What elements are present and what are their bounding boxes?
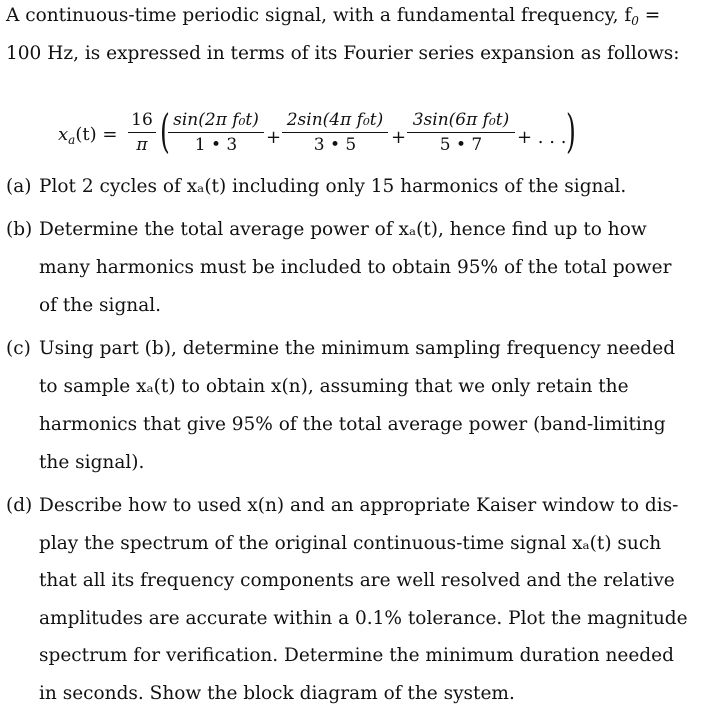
right-parenthesis: ) <box>566 104 576 158</box>
equation-lhs-symbol: x <box>58 124 69 145</box>
item-d-line-6: in seconds. Show the block diagram of the system. <box>39 682 515 704</box>
term-2-denominator: 3 • 5 <box>313 135 357 155</box>
plus-sign-1: + <box>266 127 282 148</box>
coefficient-denominator: π <box>136 135 148 155</box>
intro-line-1 <box>6 4 660 33</box>
intro-line-1-text: A continuous-time periodic signal, with a fundamental frequency, f <box>6 5 632 26</box>
item-b-line-3: of the signal. <box>39 295 162 316</box>
item-c-line-3: harmonics that give 95% of the total average power (band-limiting <box>39 414 666 435</box>
plus-sign-2: + <box>391 127 407 148</box>
item-b-label: (b) <box>6 219 33 240</box>
term-3 <box>407 110 515 155</box>
fourier-series-equation <box>0 100 720 170</box>
term-2 <box>282 110 388 155</box>
equation-coefficient <box>128 110 156 155</box>
intro-line-2-text: 100 Hz, is expressed in terms of its Fourier series expansion as follows: <box>6 43 680 64</box>
item-d-line-2: play the spectrum of the original continuous-time signal xₐ(t) such <box>39 532 662 554</box>
item-d-label: (d) <box>6 495 33 516</box>
term-3-numerator: 3sin(6π f₀t) <box>412 110 510 130</box>
left-parenthesis: ( <box>160 104 170 158</box>
item-b-line-1: Determine the total average power of xₐ(t), hence find up to how <box>39 219 647 240</box>
item-c-line-4: the signal). <box>39 452 145 473</box>
intro-f0-subscript: 0 <box>631 14 639 28</box>
term-1-numerator: sin(2π f₀t) <box>173 110 259 130</box>
item-b-line-2: many harmonics must be included to obtain 95% of the total power <box>39 257 672 278</box>
term-1-denominator: 1 • 3 <box>194 135 238 155</box>
item-c-line-2: to sample xₐ(t) to obtain x(n), assuming that we only retain the <box>39 376 629 397</box>
item-d-line-1: Describe how to used x(n) and an appropriate Kaiser window to dis- <box>39 495 679 516</box>
equation-lhs-subscript: a <box>68 133 76 147</box>
item-a-text <box>39 175 639 199</box>
term-1 <box>168 110 264 155</box>
item-d-line-4: amplitudes are accurate within a 0.1% tolerance. Plot the magnitude <box>39 607 688 629</box>
item-d-text <box>39 494 688 706</box>
term-2-numerator: 2sin(4π f₀t) <box>286 110 384 130</box>
equation-lhs-arg: (t) = <box>75 124 118 145</box>
intro-line-1-tail: = <box>638 5 661 26</box>
coefficient-numerator: 16 <box>131 110 153 130</box>
item-c-line-1: Using part (b), determine the minimum sampling frequency needed <box>39 338 676 359</box>
item-b-text <box>39 218 672 318</box>
term-3-denominator: 5 • 7 <box>439 135 483 155</box>
intro-line-2 <box>6 42 680 66</box>
item-a-label: (a) <box>6 176 32 197</box>
item-c-text <box>39 337 676 475</box>
item-d-line-3: that all its frequency components are well resolved and the relative <box>39 570 675 592</box>
equation-tail: + . . . <box>517 127 567 148</box>
equation-lhs <box>58 124 117 147</box>
item-a-line-1: Plot 2 cycles of xₐ(t) including only 15 harmonics of the signal. <box>39 176 627 197</box>
item-c-label: (c) <box>6 338 31 359</box>
item-d-line-5: spectrum for verification. Determine the minimum duration needed <box>39 645 674 667</box>
